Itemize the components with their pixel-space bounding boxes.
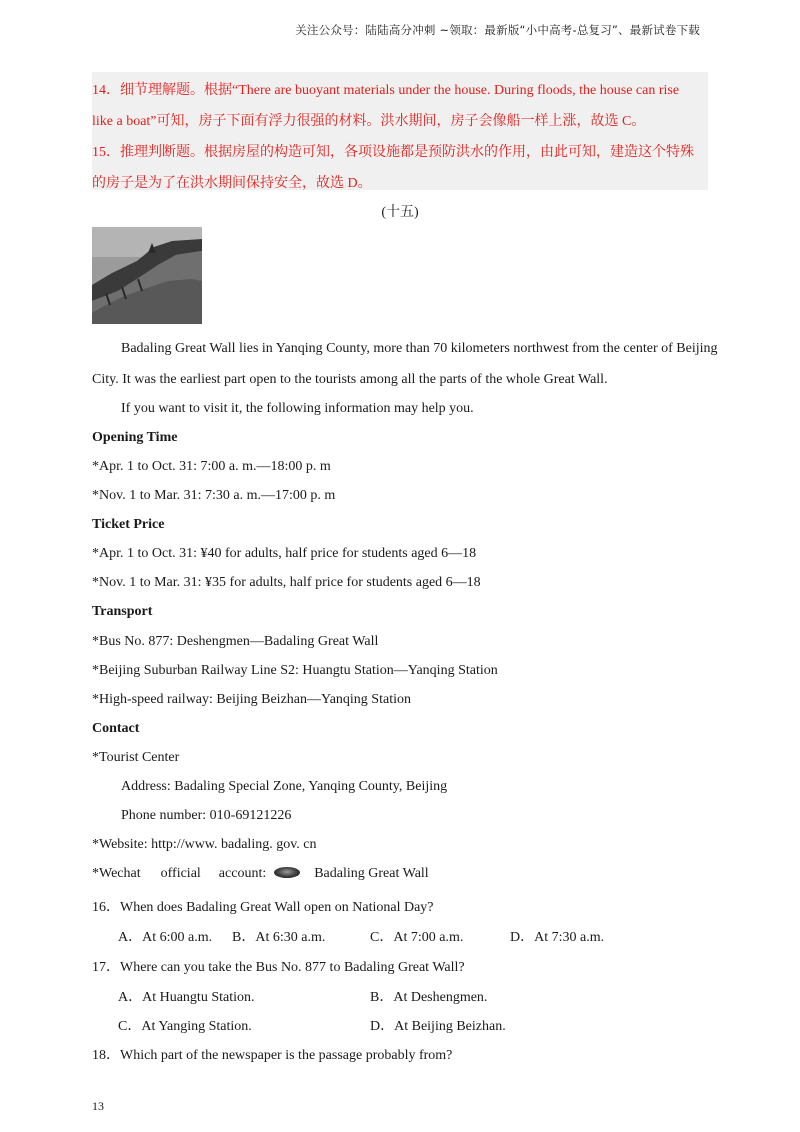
answer-14-line-1: 14．细节理解题。根据“There are buoyant materials under the house. During floods, the house can rise: [92, 83, 680, 98]
question-18: 18．Which part of the newspaper is the passage probably from?: [92, 1048, 453, 1063]
answer-15-line-1: 15．推理判断题。根据房屋的构造可知，各项设施都是预防洪水的作用，由此可知，建造这个特殊: [92, 145, 694, 160]
wechat-word-2: official: [160, 866, 201, 881]
passage-para-1-line-2: City. It was the earliest part open to the tourists among all the parts of the whole Great Wall.: [92, 372, 608, 387]
passage-para-1-line-1: Badaling Great Wall lies in Yanqing County, more than 70 kilometers northwest from the center of Beijing: [121, 341, 718, 356]
opening-time-2: *Nov. 1 to Mar. 31: 7:30 a. m.—17:00 p. m: [92, 488, 336, 503]
ticket-price-2: *Nov. 1 to Mar. 31: ¥35 for adults, half price for students aged 6—18: [92, 575, 481, 590]
question-16-option-d: D．At 7:30 a.m.: [510, 930, 605, 945]
question-17-option-a: A．At Huangtu Station.: [118, 990, 255, 1005]
contact-phone: Phone number: 010-69121226: [121, 808, 292, 823]
transport-heading: Transport: [92, 604, 153, 619]
question-17-option-c: C．At Yanging Station.: [118, 1019, 252, 1034]
page-header: 关注公众号：陆陆高分冲刺 ~领取：最新版“小中高考-总复习”、最新试卷下载: [295, 23, 700, 37]
question-17-option-d: D．At Beijing Beizhan.: [370, 1019, 506, 1034]
transport-3: *High-speed railway: Beijing Beizhan—Yanqing Station: [92, 692, 411, 707]
contact-website: *Website: http://www. badaling. gov. cn: [92, 837, 317, 852]
ticket-price-heading: Ticket Price: [92, 517, 165, 532]
page-number: 13: [92, 1099, 104, 1113]
contact-wechat: [92, 866, 429, 882]
wechat-qr-icon: [274, 867, 300, 878]
question-17: 17．Where can you take the Bus No. 877 to Badaling Great Wall?: [92, 960, 465, 975]
wechat-word-3: account:: [218, 866, 267, 881]
question-16: 16．When does Badaling Great Wall open on National Day?: [92, 900, 434, 915]
answer-14-line-2: like a boat”可知，房子下面有浮力很强的材料。洪水期间，房子会像船一样上涨，故选 C。: [92, 114, 646, 129]
contact-tourist-center: *Tourist Center: [92, 750, 180, 765]
great-wall-photo: [92, 227, 202, 324]
question-16-option-a: A．At 6:00 a.m.: [118, 930, 213, 945]
transport-1: *Bus No. 877: Deshengmen—Badaling Great Wall: [92, 634, 379, 649]
answer-15-line-2: 的房子是为了在洪水期间保持安全，故选 D。: [92, 176, 372, 191]
opening-time-1: *Apr. 1 to Oct. 31: 7:00 a. m.—18:00 p. m: [92, 459, 331, 474]
question-16-option-b: B．At 6:30 a.m.: [232, 930, 326, 945]
great-wall-photo-icon: [92, 227, 202, 324]
contact-heading: Contact: [92, 721, 140, 736]
opening-time-heading: Opening Time: [92, 430, 178, 445]
wechat-word-1: *Wechat: [92, 866, 141, 881]
question-16-option-c: C．At 7:00 a.m.: [370, 930, 464, 945]
ticket-price-1: *Apr. 1 to Oct. 31: ¥40 for adults, half price for students aged 6—18: [92, 546, 477, 561]
passage-para-2: If you want to visit it, the following information may help you.: [121, 401, 474, 416]
question-17-option-b: B．At Deshengmen.: [370, 990, 488, 1005]
transport-2: *Beijing Suburban Railway Line S2: Huangtu Station—Yanqing Station: [92, 663, 498, 678]
section-title: (十五): [381, 205, 419, 220]
contact-address: Address: Badaling Special Zone, Yanqing County, Beijing: [121, 779, 448, 794]
wechat-account-name: Badaling Great Wall: [314, 866, 429, 881]
